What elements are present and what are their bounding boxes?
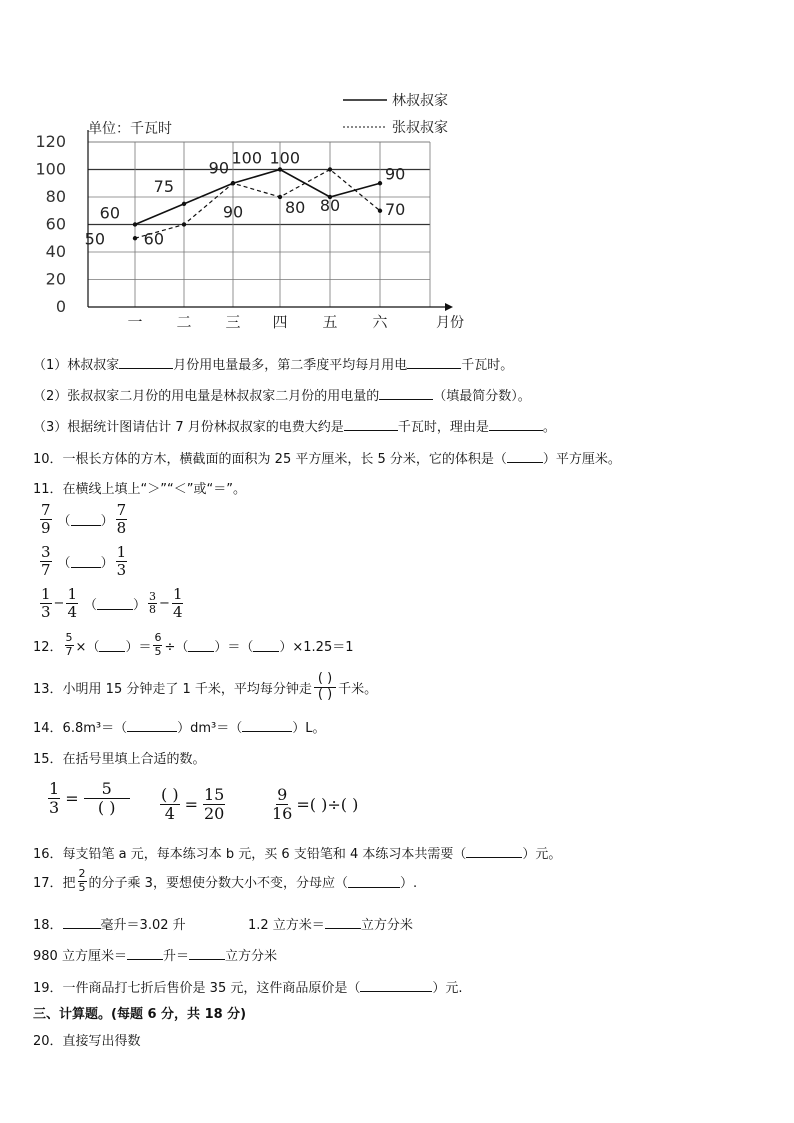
q9-part1: （1）林叔叔家 月份用电量最多，第二季度平均每月用电 千瓦时。 [33,358,514,373]
section-3-heading: 三、计算题。(每题 6 分，共 18 分) [33,1007,247,1022]
data-point [378,181,382,185]
q9-part2: （2）张叔叔家二月份的用电量是林叔叔家二月份的用电量的 （填最简分数）。 [33,389,531,404]
answer-blank[interactable] [127,947,163,960]
data-point [182,202,186,206]
q11-row3: $\frac{1}{3}$ − $\frac{1}{4}$ （ ） $\frac{3}{8}$ − $\frac{1}{4}$ [41,585,183,622]
legend-solid-label: 林叔叔家 [392,93,448,109]
data-point [231,181,235,185]
answer-blank[interactable] [97,597,133,610]
data-point [133,222,137,226]
data-label: 70 [385,199,406,219]
question-18c: 980 立方厘米＝ 升＝ 立方分米 [33,949,277,964]
y-tick-label: 80 [45,187,66,206]
answer-blank[interactable] [63,916,101,929]
question-18b: 1.2 立方米＝ 立方分米 [248,918,413,933]
answer-blank[interactable] [360,979,432,992]
answer-blank[interactable] [407,356,461,369]
answer-blank[interactable] [379,387,433,400]
answer-blank[interactable] [188,639,214,652]
question-19: 19．一件商品打七折后售价是 35 元，这件商品原价是（ ）元. [33,981,463,996]
data-point [182,222,186,226]
q15-expr2: $\frac{( )}{4}$ = $\frac{15}{20}$ [161,785,225,824]
y-tick-label: 60 [45,214,66,234]
y-tick-label: 100 [35,159,66,179]
y-tick-label: 20 [45,269,66,289]
answer-blank[interactable] [348,875,400,888]
y-tick-label: 120 [35,132,66,151]
answer-blank[interactable] [119,356,173,369]
data-label: 90 [385,164,406,184]
data-label: 60 [143,229,164,249]
data-label: 75 [153,176,174,196]
answer-blank[interactable] [344,418,398,431]
y-tick-label: 0 [55,297,66,316]
data-label: 80 [285,198,306,217]
unit-label: 单位：千瓦时 [88,121,172,137]
line-chart [30,85,490,340]
question-12: 12． $\frac{5}{7}$ ×（ ）＝ $\frac{6}{5}$ ÷（ ）＝（ ）×1.25＝1 [33,631,354,658]
data-label: 90 [222,202,244,222]
x-axis-arrow [445,303,453,311]
x-tick-label: 一 [127,313,143,331]
question-17: 17．把 $\frac{2}{5}$ 的分子乘 3，要想使分数大小不变，分母应（ ）. [33,867,418,894]
data-point [328,167,332,171]
q9-part3: （3）根据统计图请估计 7 月份林叔叔家的电费大约是 千瓦时，理由是 。 [33,420,556,435]
data-label: 80 [319,196,341,215]
data-label: 90 [208,158,229,178]
x-tick-label: 四 [272,313,288,331]
question-14: 14．6.8m³＝（ ）dm³＝（ ）L。 [33,721,326,736]
answer-blank[interactable] [253,639,279,652]
y-tick-label: 40 [45,242,66,261]
x-tick-label: 三 [225,313,241,331]
q11-row1: $\frac{7}{9}$ （ ） $\frac{7}{8}$ [41,501,127,538]
x-tick-label: 二 [176,313,192,331]
x-tick-label: 六 [372,313,388,331]
data-point [133,236,137,240]
answer-blank[interactable] [127,719,177,732]
question-20: 20．直接写出得数 [33,1034,141,1049]
question-11: 11．在横线上填上“＞”“＜”或“＝”。 [33,482,246,497]
answer-blank[interactable] [189,947,225,960]
q11-row2: $\frac{3}{7}$ （ ） $\frac{1}{3}$ [41,543,127,580]
q15-expr3: $\frac{9}{16}$ =( )÷( ) [272,785,359,824]
data-point [378,209,382,213]
answer-blank[interactable] [489,418,543,431]
question-15: 15．在括号里填上合适的数。 [33,752,206,767]
answer-blank[interactable] [507,450,543,463]
x-tick-label: 五 [322,313,338,331]
data-label: 50 [84,229,105,249]
answer-blank[interactable] [242,719,292,732]
data-point [278,167,282,171]
question-13: 13．小明用 15 分钟走了 1 千米，平均每分钟走 $\frac{( )}{( )}$ 千米。 [33,671,378,702]
answer-blank[interactable] [71,555,101,568]
legend-dashed-label: 张叔叔家 [392,120,448,136]
answer-blank[interactable] [325,916,361,929]
question-10: 10．一根长方体的方木，横截面的面积为 25 平方厘米，长 5 分米，它的体积是（ ）平方厘米。 [33,452,621,467]
answer-blank[interactable] [99,639,125,652]
question-18: 18． 毫升＝3.02 升 [33,918,186,933]
answer-blank[interactable] [466,845,522,858]
data-label: 100 [231,148,262,168]
data-label: 60 [99,203,120,223]
q15-expr1: $\frac{1}{3}$ = $\frac{5}{( )}$ [46,780,132,818]
answer-blank[interactable] [71,513,101,526]
data-label: 100 [269,148,300,168]
x-axis-label: 月份 [436,315,464,331]
question-16: 16．每支铅笔 a 元，每本练习本 b 元，买 6 支铅笔和 4 本练习本共需要（ ）元。 [33,847,562,862]
data-point [278,195,282,199]
